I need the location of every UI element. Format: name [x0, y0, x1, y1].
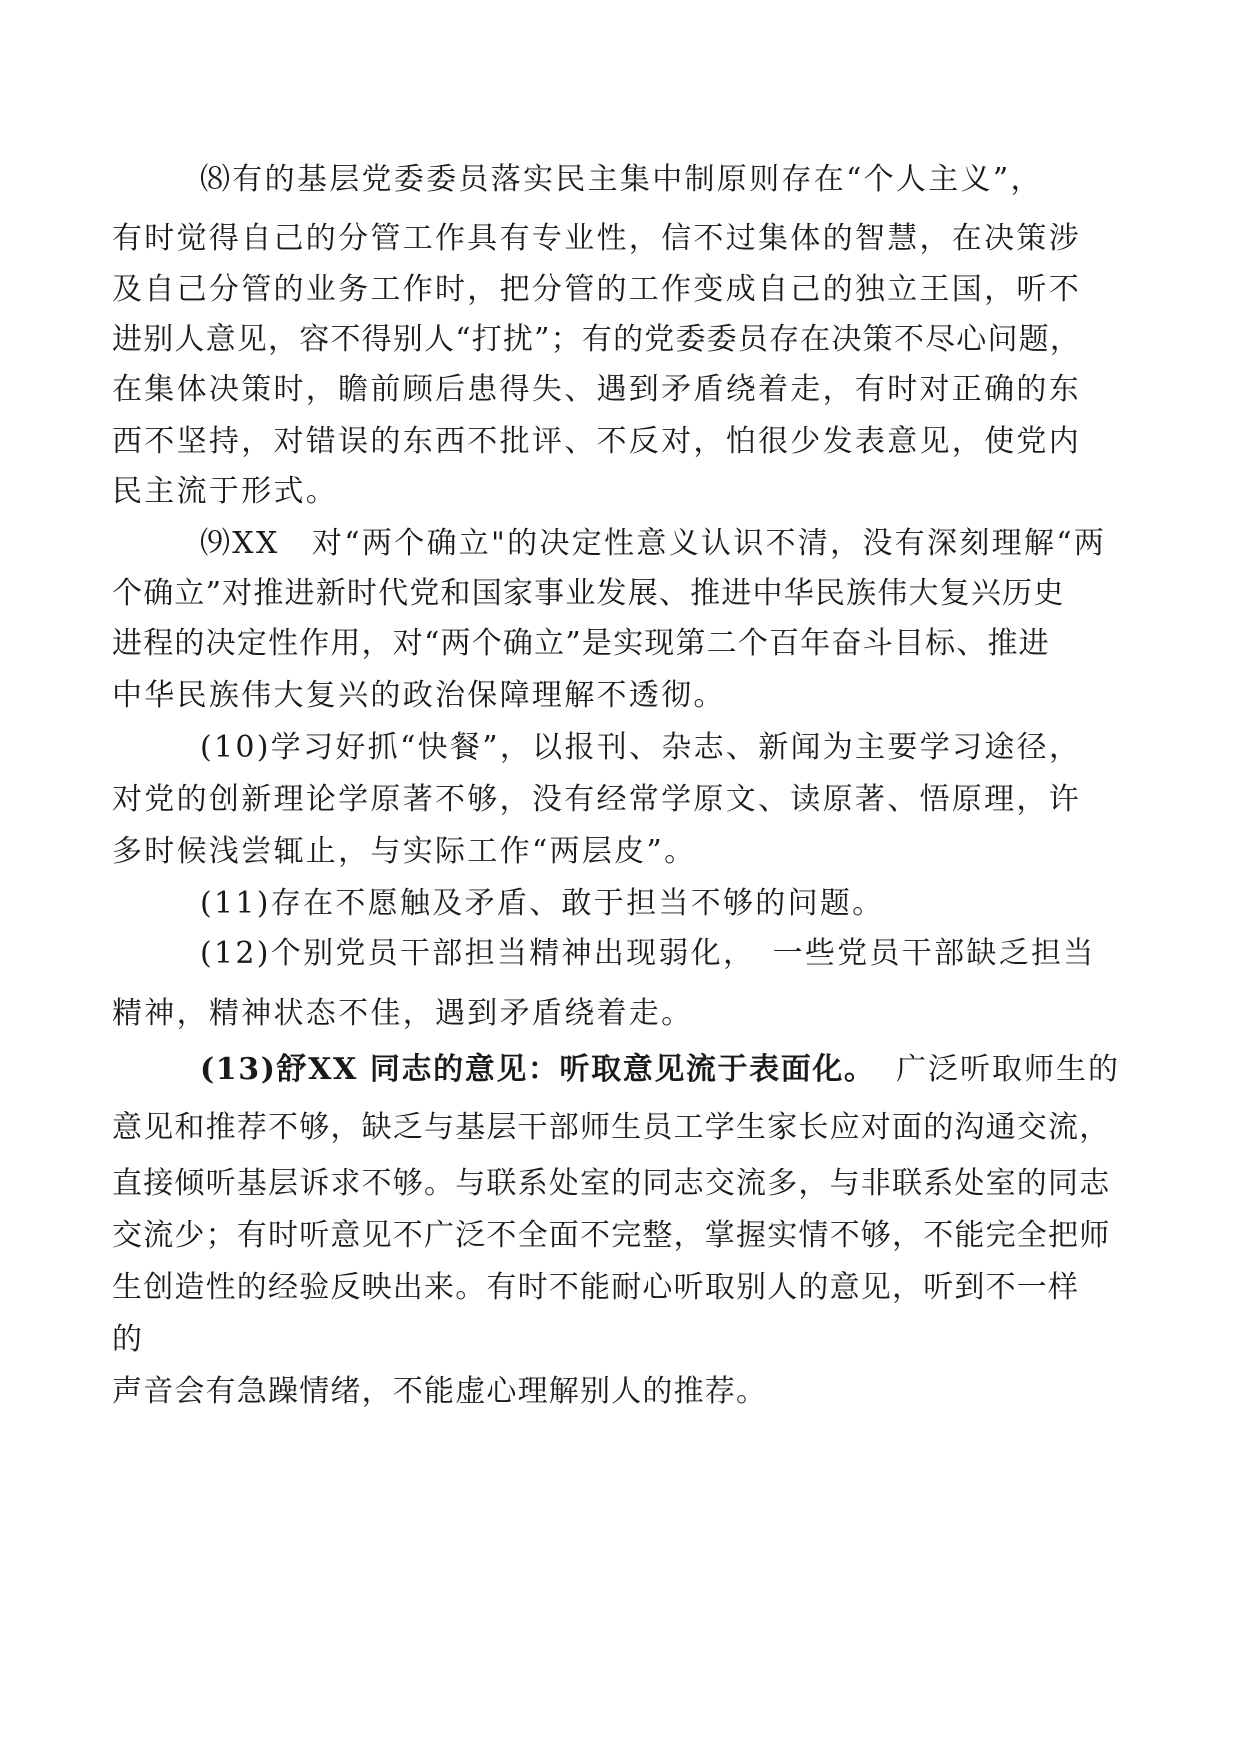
paragraph-8-line-4: 进别人意见，容不得别人“打扰”；有的党委委员存在决策不尽心问题， [112, 322, 1082, 357]
paragraph-8-line-3: 及自己分管的业务工作时，把分管的工作变成自己的独立王国，听不 [112, 272, 1081, 307]
paragraph-9-line-3: 进程的决定性作用，对“两个确立”是实现第二个百年奋斗目标、推进 [112, 626, 1050, 661]
paragraph-9-line-4: 中华民族伟大复兴的政治保障理解不透彻。 [112, 678, 726, 713]
paragraph-8-line-6: 西不坚持，对错误的东西不批评、不反对，怕很少发表意见，使党内 [112, 424, 1081, 459]
paragraph-10-line-1: (10)学习好抓“快餐”，以报刊、杂志、新闻为主要学习途径， [200, 730, 1082, 765]
paragraph-12-line-1: (12)个别党员干部担当精神出现弱化， 一些党员干部缺乏担当 [200, 936, 1096, 971]
paragraph-13-heading: (13)舒XX 同志的意见：听取意见流于表面化。 [200, 1052, 876, 1087]
paragraph-13-line-4: 交流少；有时听意见不广泛不全面不完整，掌握实情不够，不能完全把师 [112, 1218, 1111, 1253]
paragraph-13-line-3: 直接倾听基层诉求不够。与联系处室的同志交流多，与非联系处室的同志 [112, 1166, 1111, 1201]
paragraph-9-line-2: 个确立”对推进新时代党和国家事业发展、推进中华民族伟大复兴历史 [112, 576, 1065, 611]
paragraph-13-line-6: 的 [112, 1322, 145, 1357]
paragraph-13-line-7: 声音会有急躁情绪，不能虚心理解别人的推荐。 [112, 1374, 768, 1409]
paragraph-8-line-5: 在集体决策时，瞻前顾后患得失、遇到矛盾绕着走，有时对正确的东 [112, 372, 1081, 407]
paragraph-13-line-1-tail: 广泛听取师生的 [896, 1052, 1120, 1087]
paragraph-10-line-2: 对党的创新理论学原著不够，没有经常学原文、读原著、悟原理，许 [112, 782, 1081, 817]
paragraph-9-line-1: ⑼XX 对“两个确立"的决定性意义认识不清，没有深刻理解“两 [200, 526, 1107, 561]
paragraph-13-line-2: 意见和推荐不够，缺乏与基层干部师生员工学生家长应对面的沟通交流， [112, 1110, 1111, 1145]
paragraph-8-line-7: 民主流于形式。 [112, 474, 339, 509]
paragraph-8-line-1: ⑻有的基层党委委员落实民主集中制原则存在“个人主义”， [200, 162, 1043, 197]
paragraph-11: (11)存在不愿触及矛盾、敢于担当不够的问题。 [200, 886, 885, 921]
paragraph-12-line-2: 精神，精神状态不佳，遇到矛盾绕着走。 [112, 996, 694, 1031]
paragraph-10-line-3: 多时候浅尝辄止，与实际工作“两层皮”。 [112, 834, 697, 869]
paragraph-8-line-2: 有时觉得自己的分管工作具有专业性，信不过集体的智慧，在决策涉 [112, 221, 1081, 256]
paragraph-13-line-5: 生创造性的经验反映出来。有时不能耐心听取别人的意见，听到不一样 [112, 1270, 1080, 1305]
